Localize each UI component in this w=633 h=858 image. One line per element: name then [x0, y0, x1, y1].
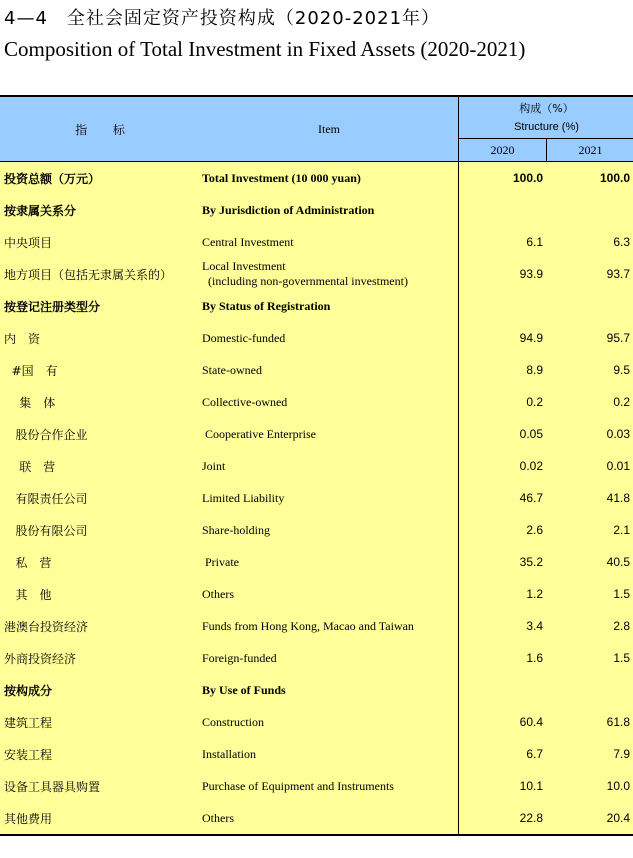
row-value-2021 — [550, 674, 630, 706]
row-value-2021: 1.5 — [613, 587, 630, 601]
row-value-2021: 41.8 — [606, 491, 630, 505]
header-year-2021: 2021 — [546, 139, 633, 162]
row-label-cn: 安装工程 — [4, 747, 53, 762]
row-value-2020 — [463, 194, 543, 226]
row-label-en: Total Investment (10 000 yuan) — [202, 170, 361, 185]
row-label-en: Foreign-funded — [202, 650, 277, 665]
row-label-cn: 其 他 — [4, 587, 52, 602]
row-label-cn: 股份有限公司 — [4, 523, 88, 538]
row-label-en: Joint — [202, 458, 226, 473]
row-value-2021: 0.03 — [606, 427, 630, 441]
table-row — [0, 706, 633, 738]
row-value-2020: 6.7 — [526, 747, 543, 761]
table-row — [0, 610, 633, 642]
table-row — [0, 162, 633, 194]
row-value-2021: 10.0 — [606, 779, 630, 793]
header-item: Item — [318, 121, 340, 136]
table-row — [0, 354, 633, 386]
header-years — [459, 138, 633, 162]
row-value-2021: 1.5 — [613, 651, 630, 665]
table-row — [0, 770, 633, 802]
row-label-cn: 按隶属关系分 — [4, 203, 77, 218]
header-structure-cn: 构成（%） — [519, 102, 574, 115]
row-label-en: Share-holding — [202, 522, 270, 537]
row-value-2021: 93.7 — [606, 267, 630, 281]
page-title-cn: 4—4 全社会固定资产投资构成（2020-2021年） — [4, 8, 441, 29]
row-value-2021: 6.3 — [613, 235, 630, 249]
row-label-en: Private — [202, 554, 239, 569]
row-value-2020: 1.6 — [526, 651, 543, 665]
row-value-2020: 3.4 — [526, 619, 543, 633]
row-label-cn: #国 有 — [4, 363, 58, 378]
table-row — [0, 802, 633, 834]
row-value-2020: 60.4 — [519, 715, 543, 729]
table-row — [0, 450, 633, 482]
row-value-2020: 93.9 — [519, 267, 543, 281]
row-value-2021: 2.1 — [613, 523, 630, 537]
row-label-cn: 股份合作企业 — [4, 427, 88, 442]
row-label-en: Domestic-funded — [202, 330, 286, 345]
row-value-2021 — [550, 290, 630, 322]
row-value-2021: 20.4 — [606, 811, 630, 825]
row-value-2020: 0.02 — [519, 459, 543, 473]
table-row — [0, 418, 633, 450]
row-label-cn: 外商投资经济 — [4, 651, 77, 666]
row-value-2020: 8.9 — [526, 363, 543, 377]
row-label-en: State-owned — [202, 362, 262, 377]
data-table — [0, 95, 633, 836]
table-row — [0, 674, 633, 706]
row-value-2020: 2.6 — [526, 523, 543, 537]
row-value-2021: 9.5 — [613, 363, 630, 377]
table-row — [0, 322, 633, 354]
row-label-cn: 设备工具器具购置 — [4, 779, 101, 794]
row-label-en: Construction — [202, 714, 264, 729]
table-row — [0, 738, 633, 770]
row-label-cn: 集 体 — [4, 395, 56, 410]
table-row — [0, 258, 633, 290]
table-row — [0, 226, 633, 258]
row-label-en: Others — [202, 586, 234, 601]
row-value-2021: 40.5 — [606, 555, 630, 569]
header-structure — [458, 97, 633, 161]
row-value-2020: 10.1 — [519, 779, 543, 793]
row-label-en: By Jurisdiction of Administration — [202, 202, 375, 217]
table-body — [0, 162, 633, 834]
row-value-2020: 1.2 — [526, 587, 543, 601]
row-label-cn: 港澳台投资经济 — [4, 619, 89, 634]
row-label-cn: 中央项目 — [4, 235, 53, 250]
row-value-2020: 6.1 — [526, 235, 543, 249]
row-value-2020: 22.8 — [519, 811, 543, 825]
row-label-en: By Use of Funds — [202, 682, 286, 697]
table-row — [0, 290, 633, 322]
row-label-cn: 联 营 — [4, 459, 56, 474]
row-label-en: Central Investment — [202, 234, 294, 249]
row-label-cn: 地方项目（包括无隶属关系的） — [4, 267, 173, 282]
table-row — [0, 482, 633, 514]
row-label-cn: 建筑工程 — [4, 715, 53, 730]
row-value-2021: 61.8 — [606, 715, 630, 729]
table-row — [0, 194, 633, 226]
table-row — [0, 546, 633, 578]
row-label-en: Others — [202, 810, 234, 825]
row-label-en: Limited Liability — [202, 490, 285, 505]
table-row — [0, 578, 633, 610]
row-value-2021: 7.9 — [613, 747, 630, 761]
row-value-2020: 0.2 — [526, 395, 543, 409]
row-value-2021 — [550, 194, 630, 226]
page-title-en: Composition of Total Investment in Fixed Assets (2020-2021) — [4, 37, 526, 61]
row-value-2020 — [463, 290, 543, 322]
row-value-2020: 94.9 — [519, 331, 543, 345]
row-value-2021: 0.01 — [606, 459, 630, 473]
row-label-en: By Status of Registration — [202, 298, 331, 313]
row-label-cn: 按构成分 — [4, 683, 53, 698]
row-label-cn: 按登记注册类型分 — [4, 299, 101, 314]
row-value-2020: 35.2 — [519, 555, 543, 569]
row-label-en: Collective-owned — [202, 394, 288, 409]
row-label-en: Local Investment (including non-governmental investment) — [202, 259, 408, 288]
row-value-2021: 100.0 — [599, 171, 630, 185]
table-row — [0, 386, 633, 418]
row-value-2021: 95.7 — [606, 331, 630, 345]
header-year-2020: 2020 — [490, 143, 515, 157]
row-value-2021: 2.8 — [613, 619, 630, 633]
row-label-cn: 内 资 — [4, 331, 41, 346]
header-structure-en: Structure (%) — [514, 121, 579, 133]
row-value-2021: 0.2 — [613, 395, 630, 409]
row-label-cn: 有限责任公司 — [4, 491, 88, 506]
row-label-cn: 其他费用 — [4, 811, 53, 826]
table-header — [0, 97, 633, 162]
row-value-2020: 46.7 — [519, 491, 543, 505]
table-row — [0, 642, 633, 674]
row-value-2020: 100.0 — [512, 171, 543, 185]
row-label-cn: 私 营 — [4, 555, 52, 570]
row-label-en: Cooperative Enterprise — [202, 426, 316, 441]
table-row — [0, 514, 633, 546]
row-label-en: Installation — [202, 746, 256, 761]
row-label-en: Purchase of Equipment and Instruments — [202, 778, 394, 793]
row-value-2020 — [463, 674, 543, 706]
header-indicator: 指 标 — [75, 122, 125, 137]
row-label-en: Funds from Hong Kong, Macao and Taiwan — [202, 618, 414, 633]
row-value-2020: 0.05 — [519, 427, 543, 441]
row-label-cn: 投资总额（万元） — [4, 171, 101, 186]
